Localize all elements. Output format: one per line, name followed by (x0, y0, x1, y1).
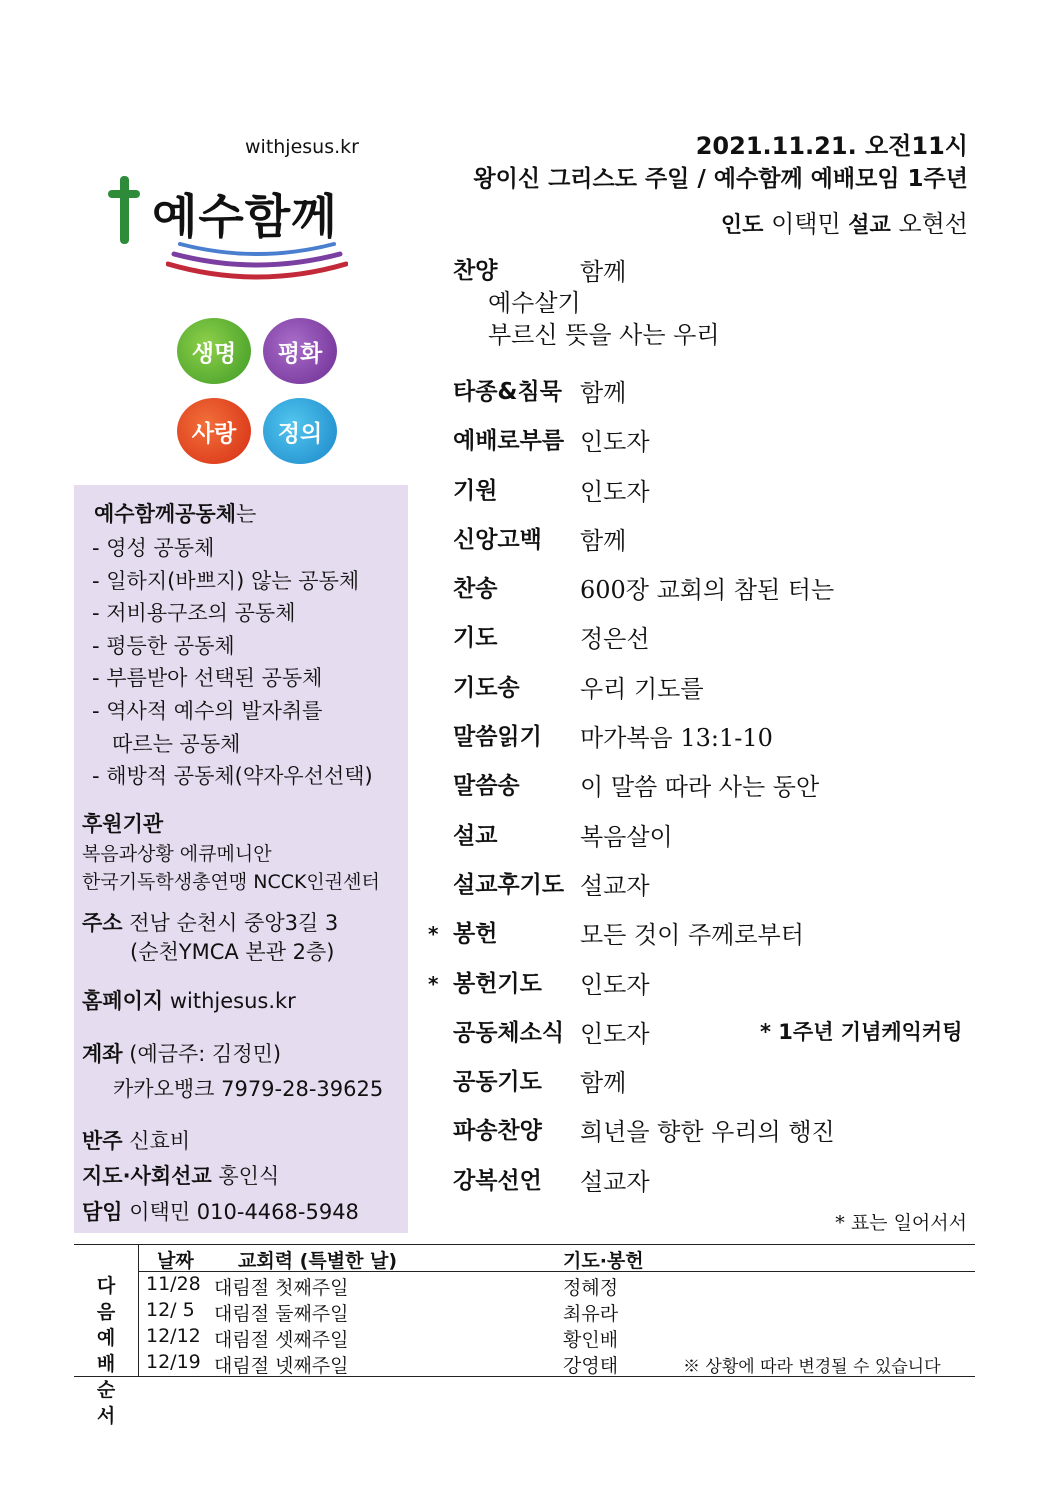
row-person: 최유라 (563, 1303, 619, 1325)
order-item-detail: 인도자 (580, 477, 650, 506)
sponsor-label: 후원기관 (82, 812, 164, 836)
order-item-detail: 함께 (580, 379, 627, 407)
accompanist: 반주 신효비 (82, 1129, 191, 1153)
order-item-title: 봉헌기도 (453, 970, 542, 997)
row-calendar: 대림절 셋째주일 (214, 1329, 349, 1351)
community-item: - 역사적 예수의 발자취를 (92, 698, 323, 723)
order-item (428, 667, 988, 716)
order-item (428, 815, 988, 864)
row-person: 정혜정 (563, 1277, 619, 1299)
order-item-title: 찬양 (453, 258, 498, 284)
row-date: 12/ 5 (146, 1299, 195, 1321)
order-item-note: * 1주년 기념케익커팅 (760, 1019, 963, 1044)
order-item-detail: 인도자 (580, 428, 650, 457)
table-header-date: 날짜 (157, 1250, 194, 1272)
row-person: 황인배 (563, 1329, 619, 1351)
logo-title: 예수함께 (152, 190, 338, 245)
order-item-detail: 함께 (580, 258, 627, 286)
order-of-worship (428, 250, 988, 1209)
row-calendar: 대림절 첫째주일 (214, 1277, 349, 1299)
community-item: - 평등한 공동체 (92, 633, 235, 658)
order-item (428, 1110, 988, 1159)
order-item (428, 1061, 988, 1110)
order-item (428, 864, 988, 913)
row-person: 강영태 (563, 1355, 619, 1377)
address: 주소 전남 순천시 중앙3길 3 (82, 911, 339, 935)
order-item-detail: 설교자 (580, 1167, 650, 1196)
order-item-title: 기도송 (453, 674, 520, 701)
standing-mark: * (428, 922, 439, 947)
row-date: 12/19 (146, 1351, 201, 1373)
order-item-title: 기원 (453, 477, 498, 504)
order-item-title: 파송찬양 (453, 1118, 542, 1145)
order-item-detail: 우리 기도를 (580, 674, 704, 703)
table-header-prayer: 기도·봉헌 (563, 1250, 644, 1272)
order-item-detail: 설교자 (580, 871, 650, 900)
order-item-standing (428, 913, 988, 962)
sponsor-line: 한국기독학생총연맹 NCCK인권센터 (82, 871, 380, 893)
value-bubble-life: 생명 (177, 318, 251, 384)
order-item (428, 1160, 988, 1209)
bank-account-number: 카카오뱅크 7979-28-39625 (113, 1077, 384, 1101)
community-item: - 저비용구조의 공동체 (92, 601, 296, 626)
value-bubble-justice: 정의 (263, 398, 337, 464)
homepage: 홈페이지 withjesus.kr (82, 989, 296, 1013)
service-date: 2021.11.21. 오전11시 (695, 132, 968, 160)
order-item (428, 470, 988, 519)
order-item-title: 설교후기도 (453, 871, 565, 898)
order-item-detail: 600장 교회의 참된 터는 (580, 576, 835, 605)
value-bubble-peace: 평화 (263, 318, 337, 384)
sponsor-line: 복음과상황 에큐메니안 (82, 843, 272, 865)
site-url: withjesus.kr (245, 136, 359, 158)
community-item: - 부름받아 선택된 공동체 (92, 666, 323, 691)
order-item-detail: 정은선 (580, 625, 650, 654)
order-item (428, 617, 988, 666)
row-date: 11/28 (146, 1273, 201, 1295)
order-item-title: 강복선언 (453, 1167, 542, 1194)
social-mission: 지도·사회선교 홍인식 (82, 1164, 280, 1188)
order-item-title: 기도 (453, 625, 498, 652)
table-row (146, 1273, 966, 1299)
order-item (428, 765, 988, 814)
order-item-standing (428, 963, 988, 1012)
order-item-detail: 희년을 향한 우리의 행진 (580, 1118, 835, 1147)
order-item-title: 예배로부름 (453, 428, 565, 455)
order-item-title: 타종&침묵 (453, 379, 562, 405)
order-item-title: 공동기도 (453, 1069, 542, 1096)
table-header-calendar: 교회력 (특별한 날) (238, 1250, 398, 1272)
community-item: 따르는 공동체 (92, 731, 241, 756)
order-item (428, 420, 988, 469)
order-item-detail: 인도자 (580, 970, 650, 999)
order-item (428, 1012, 988, 1061)
order-item-title: 말씀읽기 (453, 724, 542, 751)
order-item (428, 568, 988, 617)
row-date: 12/12 (146, 1325, 201, 1347)
row-calendar: 대림절 넷째주일 (214, 1355, 349, 1377)
order-item-detail: 복음살이 (580, 822, 673, 851)
order-item-title: 봉헌 (453, 921, 498, 948)
pastor-contact: 담임 이택민 010-4468-5948 (82, 1200, 359, 1224)
address-detail: (순천YMCA 본관 2층) (130, 940, 335, 964)
order-item (428, 519, 988, 568)
order-item-detail: 인도자 (580, 1019, 650, 1048)
order-item-detail: 함께 (580, 1069, 627, 1098)
order-item (428, 371, 988, 420)
order-item-title: 찬송 (453, 576, 498, 603)
order-item-title: 설교 (453, 822, 498, 849)
schedule-note: ※ 상황에 따라 변경될 수 있습니다 (683, 1357, 941, 1377)
table-row (146, 1325, 966, 1351)
community-title: 예수함께공동체는 (94, 502, 257, 526)
praise-song-list (428, 289, 988, 371)
order-item-detail: 함께 (580, 526, 627, 555)
order-item-title: 공동체소식 (453, 1019, 565, 1046)
row-calendar: 대림절 둘째주일 (214, 1303, 349, 1325)
community-item: - 일하지(바쁘지) 않는 공동체 (92, 568, 360, 593)
service-leaders: 인도 이택민 설교 오현선 (720, 210, 968, 238)
order-item (428, 716, 988, 765)
table-column-rule (138, 1244, 139, 1376)
table-top-rule (74, 1244, 975, 1245)
community-item: - 영성 공동체 (92, 536, 215, 560)
order-item-detail: 모든 것이 주께로부터 (580, 921, 804, 950)
bank-account: 계좌 (예금주: 김정민) (82, 1042, 282, 1066)
value-bubble-love: 사랑 (177, 398, 251, 464)
praise-song: 부르신 뜻을 사는 우리 (488, 321, 720, 349)
service-title: 왕이신 그리스도 주일 / 예수함께 예배모임 1주년 (473, 166, 968, 192)
order-item-title: 말씀송 (453, 773, 520, 800)
standing-note: * 표는 일어서서 (835, 1212, 967, 1234)
standing-mark: * (428, 971, 439, 996)
praise-song: 예수살기 (488, 289, 581, 317)
order-item-title: 신앙고백 (453, 526, 542, 553)
order-item-detail: 이 말씀 따라 사는 동안 (580, 773, 820, 802)
table-row (146, 1299, 966, 1325)
logo-arcs-icon (166, 238, 348, 284)
next-schedule-label: 다음 예배 순서 (96, 1275, 116, 1427)
community-list (92, 532, 373, 793)
community-item: - 해방적 공동체(약자우선선택) (92, 764, 373, 789)
cross-icon (108, 176, 140, 244)
order-item-detail: 마가복음 13:1-10 (580, 724, 773, 753)
